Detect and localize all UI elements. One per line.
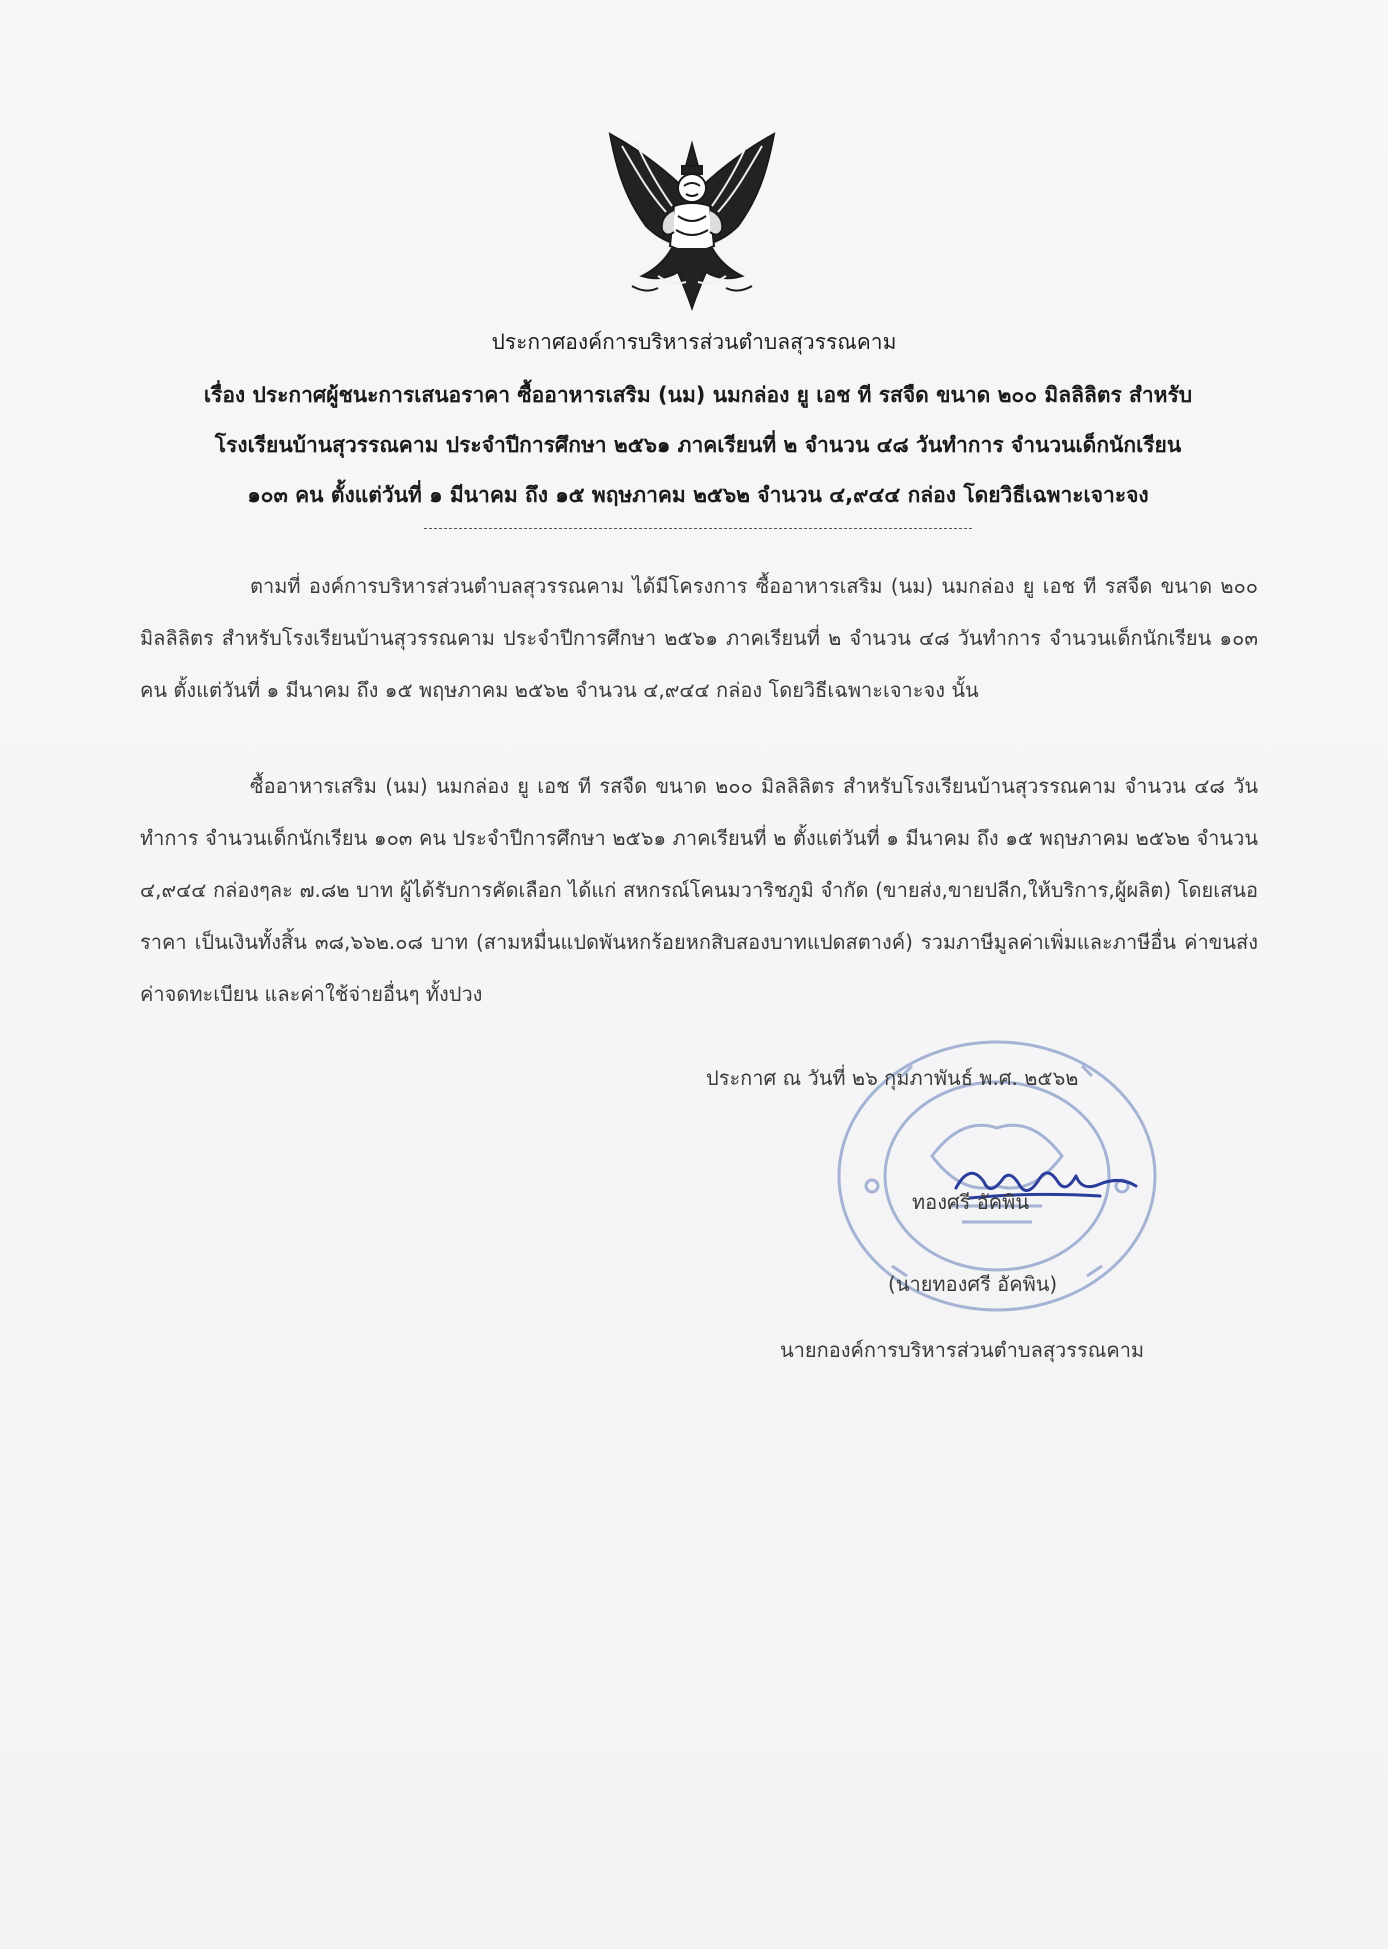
subject-line-1: เรื่อง ประกาศผู้ชนะการเสนอราคา ซื้ออาหารเสริม (นม) นมกล่อง ยู เอช ที รสจืด ขนาด ๒๐๐ มิลลิลิตร สำหรับ [203,383,1193,407]
paragraph-2-text: ซื้ออาหารเสริม (นม) นมกล่อง ยู เอช ที รสจืด ขนาด ๒๐๐ มิลลิลิตร สำหรับโรงเรียนบ้านสุวรรณคาม จำนวน ๔๘ วันทำการ จำนวนเด็กนักเรียน ๑๐๓ คน ประจำปีการศึกษา ๒๕๖๑ ภาคเรียนที่ ๒ ตั้งแต่วันที่ ๑ มีนาคม ถึง ๑๕ พฤษภาคม ๒๕๖๒ จำนวน ๔,๙๔๔ กล่องๆละ ๗.๘๒ บาท ผู้ได้รับการคัดเลือก ได้แก่ สหกรณ์โคนมวาริชภูมิ จำกัด (ขายส่ง,ขายปลีก,ให้บริการ,ผู้ผลิต) โดยเสนอราคา เป็นเงินทั้งสิ้น ๓๘,๖๖๒.๐๘ บาท (สามหมื่นแปดพันหกร้อยหกสิบสองบาทแปดสตางค์) รวมภาษีมูลค่าเพิ่มและภาษีอื่น ค่าขนส่ง ค่าจดทะเบียน และค่าใช้จ่ายอื่นๆ ทั้งปวง [140,774,1258,1006]
announcement-title: ประกาศองค์การบริหารส่วนตำบลสุวรรณคาม [491,330,897,354]
body-paragraph-2 [140,760,1258,1020]
body-paragraph-1 [140,560,1258,716]
garuda-emblem-icon [602,126,782,316]
signer-full-name: (นายทองศรี อัคพิน) [888,1272,1058,1296]
subject-divider [424,528,972,529]
announcement-date: ประกาศ ณ วันที่ ๒๖ กุมภาพันธ์ พ.ศ. ๒๕๖๒ [706,1066,1079,1090]
announcement-subject [130,370,1266,520]
paragraph-1-text: ตามที่ องค์การบริหารส่วนตำบลสุวรรณคาม ได้มีโครงการ ซื้ออาหารเสริม (นม) นมกล่อง ยู เอช ที รสจืด ขนาด ๒๐๐ มิลลิลิตร สำหรับโรงเรียนบ้านสุวรรณคาม ประจำปีการศึกษา ๒๕๖๑ ภาคเรียนที่ ๒ จำนวน ๔๘ วันทำการ จำนวนเด็กนักเรียน ๑๐๓ คน ตั้งแต่วันที่ ๑ มีนาคม ถึง ๑๕ พฤษภาคม ๒๕๖๒ จำนวน ๔,๙๔๔ กล่อง โดยวิธีเฉพาะเจาะจง นั้น [140,574,1258,702]
subject-line-3: ๑๐๓ คน ตั้งแต่วันที่ ๑ มีนาคม ถึง ๑๕ พฤษภาคม ๒๕๖๒ จำนวน ๔,๙๔๔ กล่อง โดยวิธีเฉพาะเจาะจง [247,483,1149,507]
signer-name: ทองศรี อัคพิน [912,1190,1030,1214]
signer-position: นายกองค์การบริหารส่วนตำบลสุวรรณคาม [780,1338,1145,1362]
subject-line-2: โรงเรียนบ้านสุวรรณคาม ประจำปีการศึกษา ๒๕๖๑ ภาคเรียนที่ ๒ จำนวน ๔๘ วันทำการ จำนวนเด็กนักเรียน [214,433,1182,457]
